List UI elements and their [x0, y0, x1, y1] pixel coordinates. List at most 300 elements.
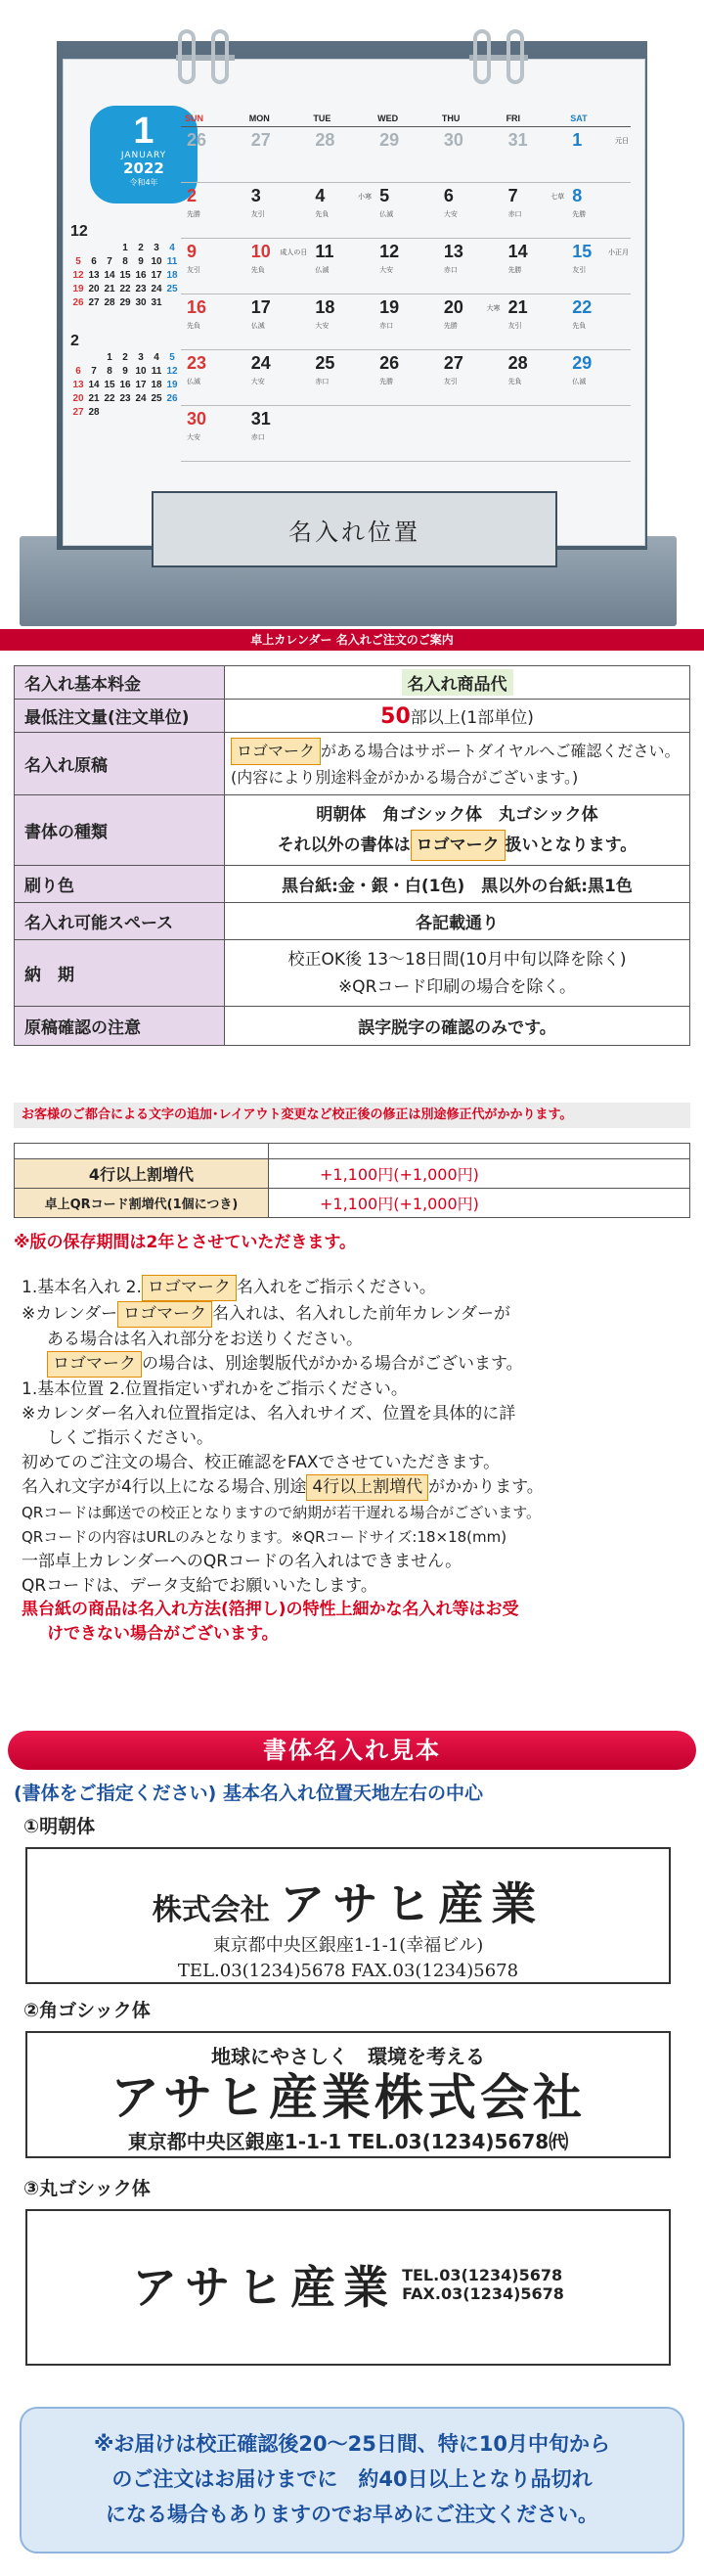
- note-text: がかかります。: [428, 1477, 544, 1498]
- note-text: の場合は、別途製版代がかかる場合がございます。: [142, 1354, 523, 1375]
- calendar-week: [181, 294, 631, 350]
- name-position-box: [152, 491, 557, 567]
- calendar-day: [503, 294, 567, 349]
- mini-grid: [70, 352, 182, 418]
- original-label: 名入れ原稿: [15, 733, 225, 795]
- rokuyo-label: 先負: [315, 211, 330, 218]
- rokuyo-label: 大安: [443, 211, 458, 218]
- maru-contacts: [402, 2266, 564, 2303]
- mini-day: 14: [88, 380, 100, 390]
- note-line: QRコードの内容はURLのみとなります。※QRコードサイズ:18×18(mm): [22, 1527, 507, 1546]
- day-number: 15: [572, 242, 593, 261]
- rokuyo-label: 友引: [443, 379, 458, 385]
- rokuyo-label: 大安: [315, 323, 330, 330]
- note-text: ※カレンダー: [22, 1303, 118, 1324]
- company-name: アサヒ産業: [280, 1877, 545, 1930]
- maru-tel: TEL.03(1234)5678: [402, 2266, 563, 2284]
- table-row: [15, 1007, 690, 1046]
- calendar-week: [181, 239, 631, 294]
- calendar-day: [438, 294, 503, 349]
- note-line: 黒台紙の商品は名入れ方法(箔押し)の特性上細かな名入れ等はお受: [22, 1600, 519, 1620]
- mini-day: 1: [122, 243, 128, 253]
- mini-day: 19: [166, 380, 178, 390]
- mini-day: 21: [104, 284, 115, 294]
- proof-value: 誤字脱字の確認のみです。: [225, 1007, 690, 1046]
- calendar-day: [181, 294, 245, 349]
- mincho-tel: TEL.03(1234)5678 FAX.03(1234)5678: [177, 1961, 519, 1981]
- calendar-day: [245, 127, 310, 182]
- rokuyo-label: 大安: [187, 434, 200, 441]
- surcharge-value: +1,100円(+1,000円): [269, 1189, 690, 1218]
- maru-row: [27, 2252, 669, 2317]
- day-number: 19: [379, 297, 400, 317]
- order-guide-title: 卓上カレンダー 名入れご注文のご案内: [0, 629, 704, 651]
- day-number: 29: [572, 353, 593, 373]
- rokuyo-label: 大安: [379, 267, 394, 274]
- day-number: 9: [187, 242, 198, 261]
- company-prefix: 株式会社: [152, 1893, 270, 1927]
- mini-day: 6: [91, 256, 97, 267]
- weekday-label: WED: [377, 113, 399, 123]
- calendar-day: [374, 294, 438, 349]
- calendar-day: [374, 239, 438, 294]
- fonts-line2-post: 扱いとなります。: [505, 835, 638, 855]
- month-number: 1: [133, 111, 154, 152]
- mini-day: 7: [107, 256, 112, 267]
- mini-day: 7: [91, 366, 97, 377]
- mini-day: 19: [72, 284, 84, 294]
- calendar-day: [181, 183, 245, 238]
- maru-fax: FAX.03(1234)5678: [402, 2284, 564, 2303]
- calendar-day: [438, 127, 503, 182]
- mini-day: [102, 243, 117, 253]
- kaku-label: ②角ゴシック体: [23, 2000, 151, 2021]
- rokuyo-label: 先勝: [572, 211, 587, 218]
- fonts-line2-pre: それ以外の書体は: [277, 835, 411, 855]
- logo-mark-tag: ロゴマーク: [411, 830, 506, 861]
- calendar-week: [181, 350, 631, 406]
- mini-day: 16: [119, 380, 131, 390]
- weekday-header: [181, 110, 631, 127]
- calendar-illustration: [0, 0, 704, 626]
- surcharge-tag: 4行以上割増代: [306, 1474, 428, 1501]
- rokuyo-label: 先勝: [187, 211, 200, 218]
- day-number: 1: [572, 130, 583, 150]
- mini-day: 21: [88, 393, 100, 404]
- day-number: 14: [507, 242, 528, 261]
- mini-day: 2: [122, 352, 128, 363]
- calendar-day: [503, 406, 567, 461]
- calendar-day: [245, 183, 310, 238]
- day-number: 25: [315, 353, 335, 373]
- mini-day: 6: [75, 366, 81, 377]
- day-number: 6: [443, 186, 454, 205]
- day-number: 30: [187, 409, 207, 429]
- mini-day: 20: [88, 284, 100, 294]
- min-qty-number: 50: [380, 703, 411, 729]
- rokuyo-label: 友引: [507, 323, 522, 330]
- rokuyo-label: 仏滅: [250, 323, 265, 330]
- calendar-day: [245, 294, 310, 349]
- rokuyo-label: 友引: [187, 267, 200, 274]
- mini-day: [86, 243, 102, 253]
- rokuyo-label: 先勝: [443, 323, 458, 330]
- month-name: JANUARY: [120, 151, 167, 160]
- day-number: 20: [443, 297, 463, 317]
- mini-day: [70, 352, 86, 363]
- calendar-day: [374, 350, 438, 405]
- day-number: 26: [379, 353, 400, 373]
- table-row: [15, 733, 690, 795]
- calendar-day: [245, 350, 310, 405]
- day-number: 28: [507, 353, 528, 373]
- mini-day: 4: [169, 243, 175, 253]
- mini-day: 8: [122, 256, 128, 267]
- main-calendar-grid: [181, 110, 631, 462]
- table-row: [15, 1159, 690, 1189]
- day-note: 七草: [550, 194, 565, 201]
- day-number: 17: [250, 297, 271, 317]
- mini-day: 15: [119, 270, 131, 281]
- calendar-day: [566, 183, 631, 238]
- note-text: 名入れをご指示ください。: [236, 1278, 436, 1297]
- weekday-label: FRI: [506, 113, 521, 123]
- mini-day: 13: [88, 270, 100, 281]
- print-color-value: 黒台紙:金・銀・白(1色) 黒以外の台紙:黒1色: [225, 866, 690, 903]
- mini-day: 14: [104, 270, 115, 281]
- note-line: [22, 1301, 686, 1328]
- mini-day: 18: [166, 270, 178, 281]
- notice-line: になる場合もありますのでお早めにご注文ください。: [106, 2503, 598, 2526]
- calendar-week: [181, 183, 631, 239]
- weekday-label: TUE: [313, 113, 331, 123]
- mini-day: 30: [135, 297, 147, 308]
- mini-day: 23: [135, 284, 147, 294]
- mini-day: 3: [138, 352, 144, 363]
- day-number: 18: [315, 297, 335, 317]
- mini-day: 9: [122, 366, 128, 377]
- mini-day: 28: [104, 297, 115, 308]
- weekday-label: MON: [248, 113, 270, 123]
- calendar-day: [181, 350, 245, 405]
- day-number: 31: [507, 130, 528, 150]
- min-qty-label: 最低注文量(注文単位): [15, 700, 225, 733]
- calendar-day: [566, 127, 631, 182]
- note-line: けできない場合がございます。: [47, 1624, 279, 1645]
- month-era: 令和4年: [129, 178, 158, 187]
- mincho-label: ①明朝体: [23, 1816, 96, 1837]
- mini-day: 5: [169, 352, 175, 363]
- rokuyo-label: 先負: [250, 267, 265, 274]
- note-line: [22, 1351, 686, 1378]
- mini-day: 8: [107, 366, 112, 377]
- mini-day: 11: [166, 256, 178, 267]
- note-text: 名入れ文字が4行以上になる場合､別途: [22, 1477, 307, 1498]
- calendar-rings: [0, 29, 704, 88]
- calendar-day: [438, 239, 503, 294]
- base-fee-tag: 名入れ商品代: [402, 669, 513, 696]
- calendar-day: [374, 127, 438, 182]
- calendar-day: [181, 406, 245, 461]
- original-line2: (内容により別途料金がかかる場合がございます。): [231, 767, 579, 787]
- calendar-day: [309, 350, 374, 405]
- rokuyo-label: 赤口: [443, 267, 458, 274]
- fonts-label: 書体の種類: [15, 795, 225, 866]
- mini-day: 26: [72, 297, 84, 308]
- note-line: [22, 1474, 686, 1501]
- calendar-day: [566, 294, 631, 349]
- mini-day: 25: [166, 284, 178, 294]
- rokuyo-label: 赤口: [250, 434, 265, 441]
- min-qty-value: [225, 700, 690, 733]
- logo-mark-tag: ロゴマーク: [47, 1351, 142, 1378]
- mini-day: 10: [151, 256, 162, 267]
- note-line: ※カレンダー名入れ位置指定は、名入れサイズ、位置を具体的に詳: [22, 1403, 516, 1424]
- rokuyo-label: 先負: [507, 379, 522, 385]
- day-number: 27: [250, 130, 271, 150]
- mini-day: [86, 352, 102, 363]
- note-text: 名入れは、名入れした前年カレンダーが: [212, 1303, 511, 1324]
- mini-day: 13: [72, 380, 84, 390]
- plate-keep-note: ※版の保存期間は2年とさせていただきます。: [14, 1233, 356, 1252]
- mini-month-label: 2: [70, 333, 79, 349]
- delivery-line2: ※QRコード印刷の場合を除く。: [337, 976, 577, 997]
- mini-day: 29: [119, 297, 131, 308]
- table-row: [15, 866, 690, 903]
- calendar-day: [374, 406, 438, 461]
- day-note: 大寒: [486, 305, 501, 312]
- rokuyo-label: 先勝: [507, 267, 522, 274]
- mini-day: [70, 243, 86, 253]
- rokuyo-label: 先負: [187, 323, 200, 330]
- mini-day: 1: [107, 352, 112, 363]
- mini-day: 23: [119, 393, 131, 404]
- fonts-value: [225, 795, 690, 866]
- rokuyo-label: 赤口: [379, 323, 394, 330]
- notice-line: ※お届けは校正確認後20～25日間、特に10月中旬から: [93, 2432, 611, 2456]
- mini-day: 12: [166, 366, 178, 377]
- rokuyo-label: 友引: [572, 267, 587, 274]
- maru-company: アサヒ産業: [132, 2261, 397, 2314]
- table-row: [15, 666, 690, 700]
- rokuyo-label: 友引: [250, 211, 265, 218]
- note-line: [22, 1275, 686, 1301]
- day-number: 31: [250, 409, 271, 429]
- day-number: 11: [315, 242, 334, 261]
- mini-day: 27: [88, 297, 100, 308]
- mini-day: 2: [138, 243, 144, 253]
- calendar-day: [566, 239, 631, 294]
- day-number: 8: [572, 186, 583, 205]
- day-number: 21: [507, 297, 528, 317]
- surcharge-label: 4行以上割増代: [15, 1159, 269, 1189]
- day-number: 4: [315, 186, 326, 205]
- day-note: 小正月: [608, 249, 629, 256]
- day-number: 7: [507, 186, 518, 205]
- mini-day: 12: [72, 270, 84, 281]
- calendar-day: [566, 350, 631, 405]
- mini-day: 4: [154, 352, 159, 363]
- rokuyo-label: 大安: [250, 379, 265, 385]
- calendar-day: [374, 183, 438, 238]
- space-label: 名入れ可能スペース: [15, 903, 225, 940]
- calendar-day: [438, 350, 503, 405]
- calendar-week: [181, 406, 631, 462]
- surcharge-label: 卓上QRコード割増代(1個につき): [15, 1189, 269, 1218]
- mini-day: 24: [135, 393, 147, 404]
- calendar-day: [245, 406, 310, 461]
- mini-day: 5: [75, 256, 81, 267]
- note-line: ある場合は名入れ部分をお送りください。: [47, 1329, 363, 1349]
- day-number: 24: [250, 353, 271, 373]
- fonts-line1: 明朝体 角ゴシック体 丸ゴシック体: [316, 804, 598, 825]
- table-row: [15, 1189, 690, 1218]
- day-number: 3: [250, 186, 261, 205]
- original-line1: がある場合はサポートダイヤルへご確認ください。: [321, 741, 681, 760]
- day-number: 10: [250, 242, 271, 261]
- day-number: 30: [443, 130, 463, 150]
- rokuyo-label: 先勝: [379, 379, 394, 385]
- logo-mark-tag: ロゴマーク: [231, 738, 321, 765]
- mincho-address: 東京都中央区銀座1-1-1(幸福ビル): [212, 1935, 484, 1956]
- mincho-company: [27, 1869, 669, 1933]
- mini-day: 27: [72, 407, 84, 418]
- calendar-day: [503, 183, 567, 238]
- font-sample-header: 書体名入れ見本: [8, 1731, 696, 1770]
- order-info-table: [14, 665, 690, 1046]
- calendar-day: [566, 406, 631, 461]
- calendar-day: [309, 127, 374, 182]
- weekday-label: SUN: [185, 113, 204, 123]
- note-line: 初めてのご注文の場合、校正確認をFAXでさせていただきます。: [22, 1452, 501, 1472]
- font-sample-subtitle: (書体をご指定ください) 基本名入れ位置天地左右の中心: [14, 1783, 483, 1804]
- note-text: 1.基本名入れ 2.: [22, 1278, 142, 1297]
- mini-grid: [70, 243, 182, 308]
- calendar-day: [181, 127, 245, 182]
- note-line: しくご指示ください。: [47, 1427, 213, 1448]
- rokuyo-label: 仏滅: [379, 211, 394, 218]
- mini-day: 31: [151, 297, 162, 308]
- base-fee-label: 名入れ基本料金: [15, 666, 225, 700]
- rokuyo-label: 赤口: [507, 211, 522, 218]
- notice-line: のご注文はお届けまでに 約40日以上となり品切れ: [111, 2467, 593, 2491]
- calendar-day: [503, 239, 567, 294]
- note-line: QRコードは、データ支給でお願いいたします。: [22, 1575, 377, 1596]
- logo-mark-tag: ロゴマーク: [117, 1301, 212, 1328]
- month-year: 2022: [123, 159, 164, 177]
- mini-month-label: 12: [70, 223, 88, 240]
- day-number: 23: [187, 353, 207, 373]
- note-line: QRコードは郵送での校正となりますので納期が若干遅れる場合がございます。: [22, 1504, 542, 1522]
- calendar-day: [438, 183, 503, 238]
- print-color-label: 刷り色: [15, 866, 225, 903]
- mini-day: 22: [104, 393, 115, 404]
- day-number: 28: [315, 130, 335, 150]
- day-number: 12: [379, 242, 400, 261]
- surcharge-table: [14, 1143, 690, 1218]
- proof-label: 原稿確認の注意: [15, 1007, 225, 1046]
- order-notes: [22, 1275, 686, 1647]
- mini-day: 25: [151, 393, 162, 404]
- calendar-day: [309, 183, 374, 238]
- mini-day: 9: [138, 256, 144, 267]
- day-number: 22: [572, 297, 593, 317]
- mini-day: 3: [154, 243, 159, 253]
- calendar-day: [309, 294, 374, 349]
- delivery-label: 納 期: [15, 940, 225, 1007]
- weekday-label: THU: [441, 113, 461, 123]
- day-number: 26: [187, 130, 207, 150]
- mini-day: 10: [135, 366, 147, 377]
- kaku-slogan: 地球にやさしく 環境を考える: [211, 2045, 485, 2068]
- rokuyo-label: 仏滅: [187, 379, 200, 385]
- day-number: 13: [443, 242, 463, 261]
- day-note: 元日: [615, 138, 629, 145]
- mini-day: 15: [104, 380, 115, 390]
- weekday-label: SAT: [570, 113, 588, 123]
- delivery-notice: [20, 2407, 684, 2553]
- base-fee-value: [225, 666, 690, 700]
- note-line: 一部卓上カレンダーへのQRコードの名入れはできません。: [22, 1551, 462, 1571]
- day-note: 小寒: [358, 194, 373, 201]
- mini-day: 11: [151, 366, 162, 377]
- mini-calendar-next: [70, 333, 182, 418]
- kaku-sample: [25, 2031, 671, 2158]
- delivery-line1: 校正OK後 13～18日間(10月中旬以降を除く): [287, 949, 627, 970]
- mini-day: 26: [166, 393, 178, 404]
- day-number: 29: [379, 130, 400, 150]
- table-row: [15, 700, 690, 733]
- table-row: [15, 1144, 690, 1159]
- original-value: [225, 733, 690, 795]
- mini-day: 16: [135, 270, 147, 281]
- maru-label: ③丸ゴシック体: [23, 2178, 151, 2199]
- mini-day: 18: [151, 380, 162, 390]
- day-number: 5: [379, 186, 390, 205]
- calendar-day: [438, 406, 503, 461]
- calendar-weeks: [181, 127, 631, 462]
- day-number: 27: [443, 353, 463, 373]
- kaku-address: 東京都中央区銀座1-1-1 TEL.03(1234)5678㈹: [127, 2130, 569, 2153]
- table-row: [15, 903, 690, 940]
- rokuyo-label: 赤口: [315, 379, 330, 385]
- calendar-day: [309, 239, 374, 294]
- day-number: 16: [187, 297, 207, 317]
- day-number: 2: [187, 186, 198, 205]
- mincho-sample: [25, 1847, 671, 1984]
- delivery-value: [225, 940, 690, 1007]
- calendar-day: [309, 406, 374, 461]
- table-row: [15, 940, 690, 1007]
- calendar-day: [181, 239, 245, 294]
- modification-note: お客様のご都合による文字の追加･レイアウト変更など校正後の修正は別途修正代がかかります。: [14, 1103, 690, 1128]
- min-qty-rest: 部以上(1部単位): [410, 707, 534, 728]
- calendar-week: [181, 127, 631, 183]
- mini-day: 28: [88, 407, 100, 418]
- space-value: 各記載通り: [225, 903, 690, 940]
- mini-day: 22: [119, 284, 131, 294]
- mini-calendar-prev: [70, 223, 182, 308]
- kaku-company: アサヒ産業株式会社: [110, 2069, 586, 2126]
- note-line: 1.基本位置 2.位置指定いずれかをご指示ください。: [22, 1379, 408, 1400]
- day-note: 成人の日: [280, 249, 308, 256]
- maru-sample: [25, 2209, 671, 2366]
- surcharge-value: +1,100円(+1,000円): [269, 1159, 690, 1189]
- rokuyo-label: 仏滅: [315, 267, 330, 274]
- calendar-day: [245, 239, 310, 294]
- rokuyo-label: 先負: [572, 323, 587, 330]
- mini-day: 20: [72, 393, 84, 404]
